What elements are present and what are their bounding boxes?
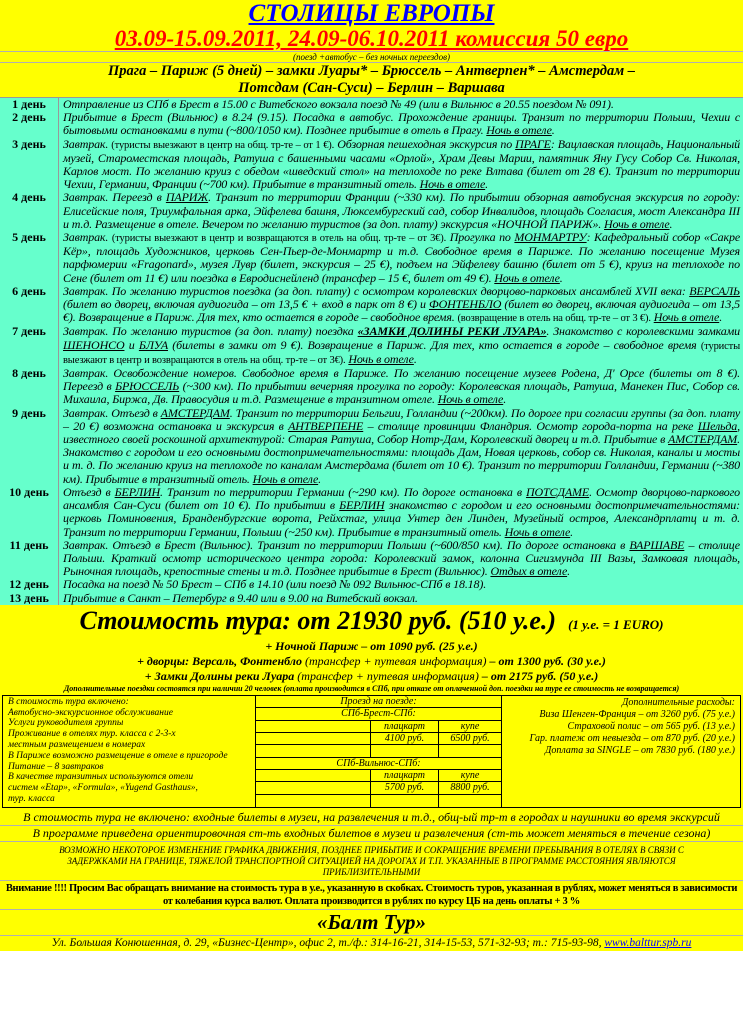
description-text: . [669, 216, 673, 231]
option-palaces [0, 654, 743, 669]
description-text: . Знакомство с городом и его основными достопримечательностями: площадь Дам, Новая церковь, собор св. Николая, каналы и мосты и т. д. По желанию круиз на теплоходе по каналам Амстердама (билет от 10 €). Транзит по территории Голландии, Германии (~380 км). Прибытие в транзитный отель. [63, 432, 740, 486]
included-list [3, 696, 255, 808]
description-text: (туристы выезжают в центр на общ. тр-те – от 1 €). [111, 139, 335, 151]
fare-vilnius-platskart: 5700 руб. [370, 782, 438, 793]
description-text: . [719, 310, 723, 325]
price-main [0, 606, 743, 639]
address [0, 936, 743, 951]
itinerary-day [0, 539, 743, 579]
included-line: Питание – 8 завтраков [8, 761, 104, 772]
option-palaces-name: + дворцы: Версаль, Фонтенбло [137, 653, 302, 668]
day-description [58, 539, 743, 579]
day-label: 12 день [9, 577, 49, 592]
address-text: Ул. Большая Конюшенная, д. 29, «Бизнес-Центр», офис 2, т./ф.: 314-16-21, 314-15-53, 571-32-93; т.: 715-93-98, [51, 937, 605, 950]
description-text: : Кафедральный собор «Сакре Кёр», площадь Художников, церковь Сен-Пьер-де-Монмартр и т.д. Свободное время в Париже. По желанию посещение Музея парфюмерии «Fragonard», музея Лувр (билет, экскурсия – 25 €), подъем на Эйфелеву башню (билет от 5 €), круиз на теплоходе по Сене (билет от 11 €) или поездка в Евродиснейленд (трансфер – 15 €, билет от 49 €). [63, 230, 740, 285]
highlight-text: Ночь в отеле [252, 471, 319, 486]
description-text: . [567, 564, 570, 579]
day-label: 9 день [12, 405, 46, 420]
schedule-warning: ВОЗМОЖНО НЕКОТОРОЕ ИЗМЕНЕНИЕ ГРАФИКА ДВИЖЕНИЯ, ПОЗДНЕЕ ПРИБЫТИЕ И СОКРАЩЕНИЕ ВРЕМЕНИ ПРЕБЫВАНИЯ В ОТЕЛЯХ В СВЯЗИ С ЗАДЕРЖКАМИ НА ГРАНИЦЕ, ТЯЖЕЛОЙ ТРАНСПОРТНОЙ СИТУАЦИЕЙ НА ДОРОГАХ И Т.П. УКАЗАННЫЕ В ПРОГРАММЕ РАССТОЯНИЯ ЯВЛЯЮТСЯ ПРИБЛИЗИТЕЛЬНЫМИ [0, 842, 743, 881]
extras-line: Страховой полис – от 565 руб. (13 у.е.) [567, 720, 735, 732]
col-platskart: плацкарт [370, 770, 438, 781]
description-text: : Вацлавская площадь, Национальный музей, Староместская площадь, Ратуша с башенными часами «Орлой», Храм Девы Марии, памятник Яну Гусу Собор Св. Николая, Карлов мост. По желанию круиз с обедом «шведский стол» на теплоходе по реке Влтава (билет от 28 €). Транзит по территории Чехии, Германии, Франции (~700 км). Прибытие в транзитный отель. [63, 136, 740, 192]
itinerary-day [0, 592, 743, 605]
highlight-text: ВЕРСАЛЬ [689, 283, 740, 298]
price-block [0, 605, 743, 695]
highlight-text: АНТВЕРПЕНЕ [288, 418, 364, 433]
attention-note: Внимание !!!! Просим Вас обращать внимание на стоимость тура в у.е., указанную в скобках. Стоимость туров, указанная в рублях, может меняться в зависимости от колебания курса валют. Оплата производится в рублях по курсу ЦБ на день оплаты + 3 % [0, 881, 743, 910]
day-description [58, 592, 743, 605]
description-text: Обзорная пешеходная экскурсия по [334, 136, 516, 151]
options-note: Дополнительные поездки состоятся при наличии 20 человек (оплата производится в СПб, при отказе от оплаченной доп. поездки на туре ее стоимость не возвращается) [63, 683, 680, 693]
highlight-text: ПРАГЕ [515, 136, 551, 151]
description-text: (туристы выезжают в центр и возвращаются в отель на общ. тр-те – от 3€). [63, 340, 740, 366]
itinerary-day [0, 325, 743, 367]
included-line: В Париже возможно размещение в отеле в пригороде [8, 750, 228, 761]
itinerary-day [0, 486, 743, 539]
highlight-text: ПАРИЖ [165, 190, 209, 205]
day-label: 6 день [12, 283, 46, 298]
highlight-text: БЛУА [138, 337, 168, 352]
highlight-text: АМСТЕРДАМ [160, 405, 230, 420]
highlight-text: Ночь в отеле [494, 270, 560, 285]
description-text: . [318, 471, 322, 486]
description-text: Отъезд в [63, 484, 115, 499]
extras-line: Гар. платеж от невыезда – от 870 руб. (20 у.е.) [529, 732, 735, 744]
day-label: 2 день [12, 110, 46, 125]
included-line: тур. класса [8, 793, 55, 804]
included-line: систем «Etap», «Formula», «Yugend Gasthaus», [8, 783, 198, 794]
description-text: . [551, 123, 555, 138]
extras-line: Дополнительные расходы: [622, 696, 735, 708]
day-description [58, 285, 743, 326]
itinerary-day [0, 231, 743, 285]
description-text: – столице провинции Фландрия. Осмотр города-порта на реке [363, 418, 698, 433]
option-loire-info: (трансфер + путевая информация) [294, 668, 482, 683]
highlight-text: Ночь в отеле [437, 392, 504, 407]
col-kupe: купе [438, 770, 501, 781]
description-text: . Транзит по территории Бельгии, Голландии (~200км). По дороге при согласии группы (за доп. плату – 20 €) возможна остановка и экскурсия в [63, 405, 741, 433]
highlight-text: ВАРШАВЕ [629, 537, 685, 552]
highlight-text: Отдых в отеле [490, 564, 568, 579]
day-description [58, 325, 743, 367]
day-description [58, 138, 743, 192]
included-line: Автобусно-экскурсионное обслуживание [8, 707, 173, 718]
company-name: «Балт Тур» [0, 910, 743, 936]
highlight-text: Ночь в отеле [419, 177, 486, 192]
highlight-text: АМСТЕРДАМ [668, 432, 738, 447]
description-text: . [413, 351, 417, 366]
day-label: 13 день [9, 590, 49, 605]
day-label: 10 день [9, 484, 49, 499]
exchange-rate: (1 у.е. = 1 EURO) [568, 616, 664, 632]
day-label: 3 день [12, 136, 46, 151]
description-text: . Знакомство с королевскими замками [546, 324, 740, 339]
highlight-text: Ночь в отеле [486, 123, 552, 138]
itinerary-day [0, 138, 743, 192]
highlight-text: БРЮССЕЛЬ [115, 379, 180, 394]
description-text: (~300 км). По прибытии вечерняя прогулка по городу: Королевская площадь, Ратуша, Манекен Пис, Собор св. Михаила, Биржа, Дв. Правосудия и т.д. Размещение в транзитном отеле. [63, 379, 740, 407]
route [0, 63, 743, 97]
description-text: (туристы выезжают в центр и возвращаются в отель на общ. тр-те – от 3€). [111, 233, 447, 245]
approx-prices-note: В программе приведена ориентировочная ст-ть входных билетов в музеи и развлечения (ст-ть может меняться в течение сезона) [0, 826, 743, 842]
fare-brest-kupe: 6500 руб. [438, 733, 501, 744]
day-label: 1 день [12, 97, 46, 111]
website-link[interactable]: www.balttur.spb.ru [604, 937, 692, 950]
highlight-text: ШЕНОНСО [63, 337, 125, 352]
day-description [58, 407, 743, 486]
description-text: . Транзит по территории Германии (~290 км). По дороге остановка в [160, 484, 526, 499]
description-text: и [124, 337, 139, 352]
description-text: . Транзит по территории Франции (~330 км). По прибытии обзорная автобусная экскурсия по городу: Елисейские поля, Триумфальная арка, Эйфелева башня, Люксембургский сад, собор Инвалидов, площадь Согласия, мост Александра III и т.д. Размещение в отеле. Вечером по желанию туристов (за доп. плату) экскурсия «НОЧНОЙ ПАРИЖ». [63, 190, 740, 231]
included-line: В качестве транзитных используются отели [8, 772, 194, 783]
highlight-text: БЕРЛИН [339, 498, 385, 513]
day-label: 8 день [12, 366, 46, 381]
itinerary [0, 97, 743, 605]
option-loire [0, 669, 743, 684]
extras-line: Виза Шенген-Франция – от 3260 руб. (75 у.е.) [539, 708, 735, 720]
train-fares [255, 696, 502, 808]
option-night-paris-text: + Ночной Париж – от 1090 руб. (25 у.е.) [265, 638, 478, 653]
description-text: Отправление из СПб в Брест в 15.00 с Витебского вокзала поезд № 49 (или в Вильнюс в 20.55 поездом № 091). [63, 97, 614, 111]
description-text: – столице Польши. Краткий осмотр исторического центра города: Королевский замок, колонна Сигизмунда III Вазы, Замковая площадь, Рыночная площадь, крепостные стены и т.д. Позднее прибытие в Брест (Вильнюс). [63, 537, 740, 579]
included-line: Проживание в отелях тур. класса с 2-3-х [8, 729, 176, 740]
description-text: Посадка на поезд № 50 Брест – СПб в 14.10 (или поезд № 092 Вильнюс-СПб в 18.18). [63, 577, 487, 592]
tour-dates: 03.09-15.09.2011, 24.09-06.10.2011 комиссия 50 евро [114, 26, 629, 51]
option-night-paris [0, 639, 743, 654]
day-label: 7 день [12, 324, 46, 339]
itinerary-day [0, 367, 743, 407]
description-text: . [559, 270, 563, 285]
description-text: . [485, 177, 489, 192]
description-text: Завтрак. [63, 230, 112, 245]
day-description [58, 231, 743, 285]
itinerary-day [0, 285, 743, 326]
highlight-text: Шельда [697, 418, 738, 433]
day-description [58, 111, 743, 137]
highlight-text: Ночь в отеле [653, 310, 720, 325]
extras-line: Доплата за SINGLE – от 7830 руб. (180 у.е.) [545, 744, 735, 756]
itinerary-day [0, 111, 743, 137]
highlight-text: ФОНТЕНБЛО [428, 297, 502, 312]
description-text: Завтрак. Отъезд в [63, 405, 161, 420]
option-palaces-price: – от 1300 руб. (30 у.е.) [489, 653, 606, 668]
description-text: . [570, 524, 574, 539]
included-line: местным размещением в номерах [8, 739, 146, 750]
col-platskart: плацкарт [370, 721, 438, 732]
description-text: . Осмотр дворцово-паркового ансамбля Сан-Суси (билет от 10 €). По прибытии в [63, 484, 740, 513]
description-text: Завтрак. По желанию туристов (за доп. плату) поездка [63, 324, 358, 339]
transport-subtitle: (поезд +автобус – без ночных переездов) [292, 52, 451, 62]
page-title: СТОЛИЦЫ ЕВРОПЫ [248, 0, 495, 27]
description-text: знакомство с городом и его основными достопримечательностями: церковь Поминовения, Бранденбургские ворота, Рейхстаг, улица Унтер ден Линден, Музейный остров, Александрплатц и т. д. Транзит по территории Германии, Польши (~250 км). Прибытие в транзитный отель. [63, 498, 740, 539]
highlight-text: Ночь в отеле [348, 351, 414, 366]
train-route-brest: СПб-Брест-СПб: [256, 708, 501, 720]
day-label: 11 день [9, 537, 49, 552]
not-included: В стоимость тура не включено: входные билеты в музеи, на развлечения и т.д., общ-ый тр-т в городах и наушники во время экскурсий [0, 810, 743, 826]
description-text: Прибытие в Санкт – Петербург в 9.40 или в 9.00 на Витебский вокзал. [63, 590, 418, 605]
description-text: (билеты в замки от 9 €). Возвращение в Париж. Для тех, кто остается в городе – свободное время [168, 337, 701, 352]
description-text: , известного своей роскошной архитектурой: Старая Ратуша, Собор Нотр-Дам, Королевский дворец и т.д. Прибытие в [63, 418, 740, 447]
option-loire-name: + Замки Долины реки Луара [144, 668, 295, 683]
train-title: Проезд на поезде: [256, 696, 501, 708]
extra-costs [502, 696, 740, 808]
included-line: В стоимость тура включено: [8, 696, 129, 707]
highlight-text: БЕРЛИН [114, 484, 160, 499]
highlight-text: Ночь в отеле [504, 524, 571, 539]
description-text: Прогулка по [446, 230, 515, 245]
option-loire-price: – от 2175 руб. (50 у.е.) [481, 668, 599, 683]
highlight-text: Ночь в отеле [604, 216, 670, 231]
description-text: (возвращение в отель на общ. тр-те – от 3 €). [457, 313, 651, 325]
day-description [58, 191, 743, 231]
description-text: . [503, 392, 507, 407]
itinerary-day [0, 191, 743, 231]
option-palaces-info: (трансфер + путевая информация) [301, 653, 490, 668]
route-line-2: Потсдам (Сан-Суси) – Берлин – Варшава [238, 79, 505, 96]
fare-vilnius-kupe: 8800 руб. [438, 782, 501, 793]
description-text: (билет во дворец, включая аудиогида – от 13,5 €). Возвращение в Париж. Для тех, кто остается в городе – свободное время. [63, 297, 740, 325]
description-text: (билет во дворец, включая аудиогида – от 13,5 € + вход в парк от 8 €) и [63, 297, 429, 312]
details-table [2, 695, 741, 809]
fare-brest-platskart: 4100 руб. [370, 733, 438, 744]
col-kupe: купе [438, 721, 501, 732]
description-text: Завтрак. Переезд в [63, 190, 166, 205]
description-text: Завтрак. По желанию туристов поездка (за доп. плату) с осмотром королевских дворцово-парковых ансамблей XVII века: [63, 283, 690, 298]
description-text: Завтрак. Отъезд в Брест (Вильнюс). Транзит по территории Польши (~600/850 км). По дороге остановка в [63, 537, 630, 552]
highlight-text: МОНМАРТРУ [514, 230, 587, 245]
itinerary-day [0, 407, 743, 486]
route-line-1: Прага – Париж (5 дней) – замки Луары* – Брюссель – Антверпен* – Амстердам – [107, 63, 636, 79]
description-text: Завтрак. Освобождение номеров. Свободное время в Париже. По желанию посещение музеев Родена, Д' Орсе (билеты от 8 €). Переезд в [63, 366, 740, 394]
day-label: 5 день [12, 230, 46, 245]
day-label: 4 день [12, 190, 46, 205]
highlight-text: «ЗАМКИ ДОЛИНЫ РЕКИ ЛУАРА» [357, 324, 547, 339]
description-text: Прибытие в Брест (Вильнюс) в 8.24 (9.15). Посадка в автобус. Прохождение границы. Транзит по территории Польши, Чехии с бытовыми остановками в пути (~800/1050 км). Позднее прибытие в отель в Прагу. [63, 110, 740, 138]
description-text: Завтрак. [63, 136, 112, 151]
train-route-vilnius: СПб-Вильнюс-СПб: [256, 758, 501, 770]
included-line: Услуги руководителя группы [8, 718, 124, 729]
day-description [58, 486, 743, 539]
day-description [58, 367, 743, 407]
price-main-text: Стоимость тура: от 21930 руб. (510 у.е.) [79, 605, 557, 635]
highlight-text: ПОТСДАМЕ [525, 484, 590, 499]
